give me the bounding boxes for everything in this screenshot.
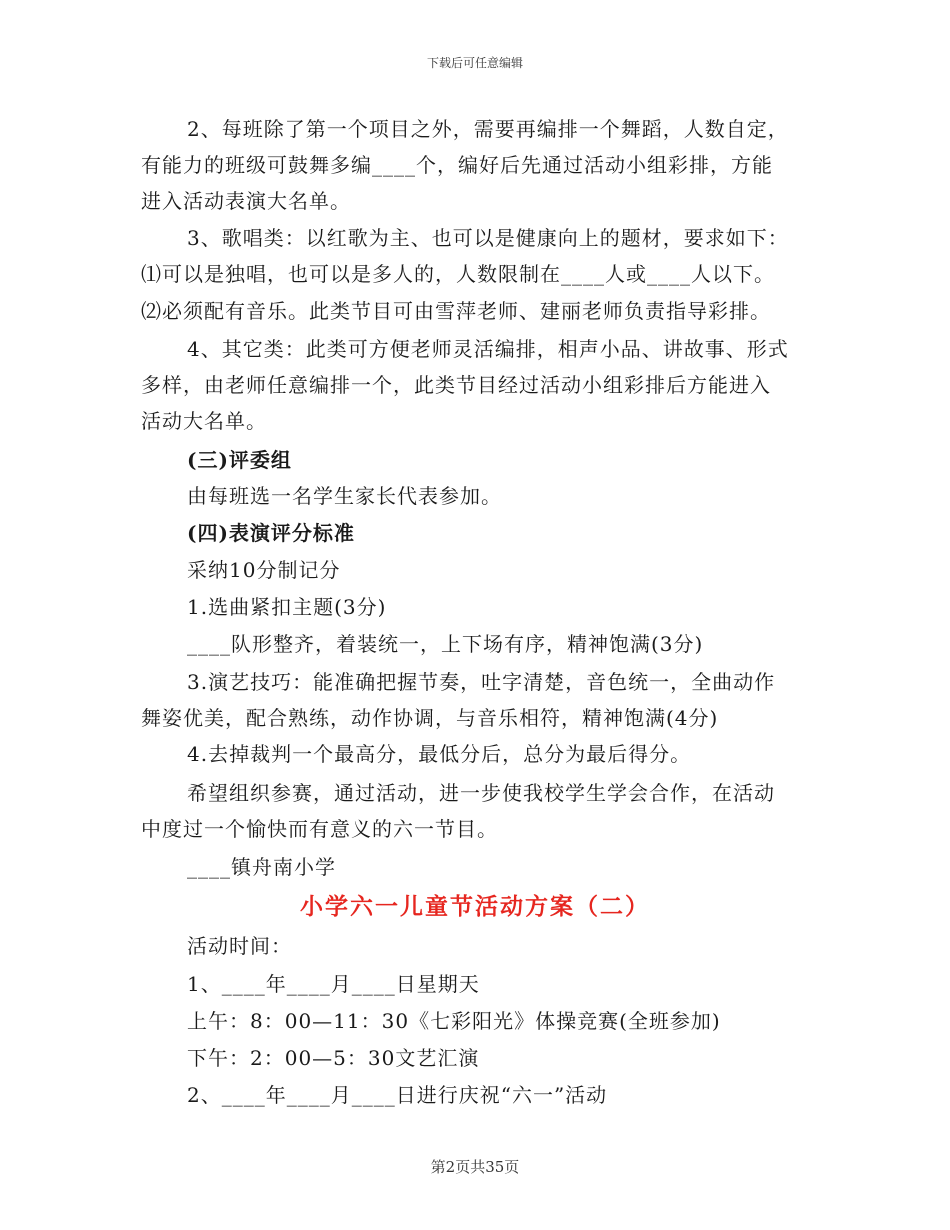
paragraph-line: 2、每班除了第一个项目之外，需要再编排一个舞蹈，人数自定， — [187, 117, 789, 141]
paragraph-line: 活动时间： — [187, 934, 292, 958]
paragraph-line: 1、____年____月____日星期天 — [187, 972, 480, 996]
paragraph-line: 由每班选一名学生家长代表参加。 — [187, 484, 502, 508]
paragraph-line: ⑵必须配有音乐。此类节目可由雪萍老师、建丽老师负责指导彩排。 — [141, 299, 771, 323]
paragraph-line: 中度过一个愉快而有意义的六一节目。 — [141, 817, 498, 841]
paragraph-line: 4.去掉裁判一个最高分，最低分后，总分为最后得分。 — [187, 742, 692, 766]
paragraph-line: 活动大名单。 — [141, 409, 267, 433]
paragraph-line: 有能力的班级可鼓舞多编____个，编好后先通过活动小组彩排，方能 — [141, 153, 773, 177]
paragraph-line: 希望组织参赛，通过活动，进一步使我校学生学会合作，在活动 — [187, 781, 775, 805]
paragraph-line: ____队形整齐，着装统一，上下场有序，精神饱满(3分) — [187, 632, 704, 656]
paragraph-line: ⑴可以是独唱，也可以是多人的，人数限制在____人或____人以下。 — [141, 262, 775, 286]
page-number: 第2页共35页 — [430, 1158, 520, 1176]
paragraph-line: 多样，由老师任意编排一个，此类节目经过活动小组彩排后方能进入 — [141, 373, 771, 397]
paragraph-line: 2、____年____月____日进行庆祝“六一”活动 — [187, 1083, 608, 1107]
paragraph-line: 3.演艺技巧：能准确把握节奏，吐字清楚，音色统一，全曲动作 — [187, 670, 776, 694]
paragraph-line: 舞姿优美，配合熟练，动作协调，与音乐相符，精神饱满(4分) — [141, 706, 719, 730]
paragraph-line: 下午：2：00—5：30文艺汇演 — [187, 1046, 480, 1070]
section-title: 小学六一儿童节活动方案（二） — [300, 893, 650, 920]
section-heading: (四)表演评分标准 — [187, 521, 355, 545]
paragraph-line: 采纳10分制记分 — [187, 558, 341, 582]
paragraph-line: 上午：8：00—11：30《七彩阳光》体操竞赛(全班参加) — [187, 1009, 721, 1033]
paragraph-line: 3、歌唱类：以红歌为主、也可以是健康向上的题材，要求如下： — [187, 226, 789, 250]
section-heading: (三)评委组 — [187, 448, 292, 472]
paragraph-line: 4、其它类：此类可方便老师灵活编排，相声小品、讲故事、形式 — [187, 337, 789, 361]
paragraph-line: ____镇舟南小学 — [187, 855, 336, 879]
page-header: 下载后可任意编辑 — [426, 56, 523, 70]
paragraph-line: 进入活动表演大名单。 — [141, 189, 351, 213]
paragraph-line: 1.选曲紧扣主题(3分) — [187, 595, 387, 619]
